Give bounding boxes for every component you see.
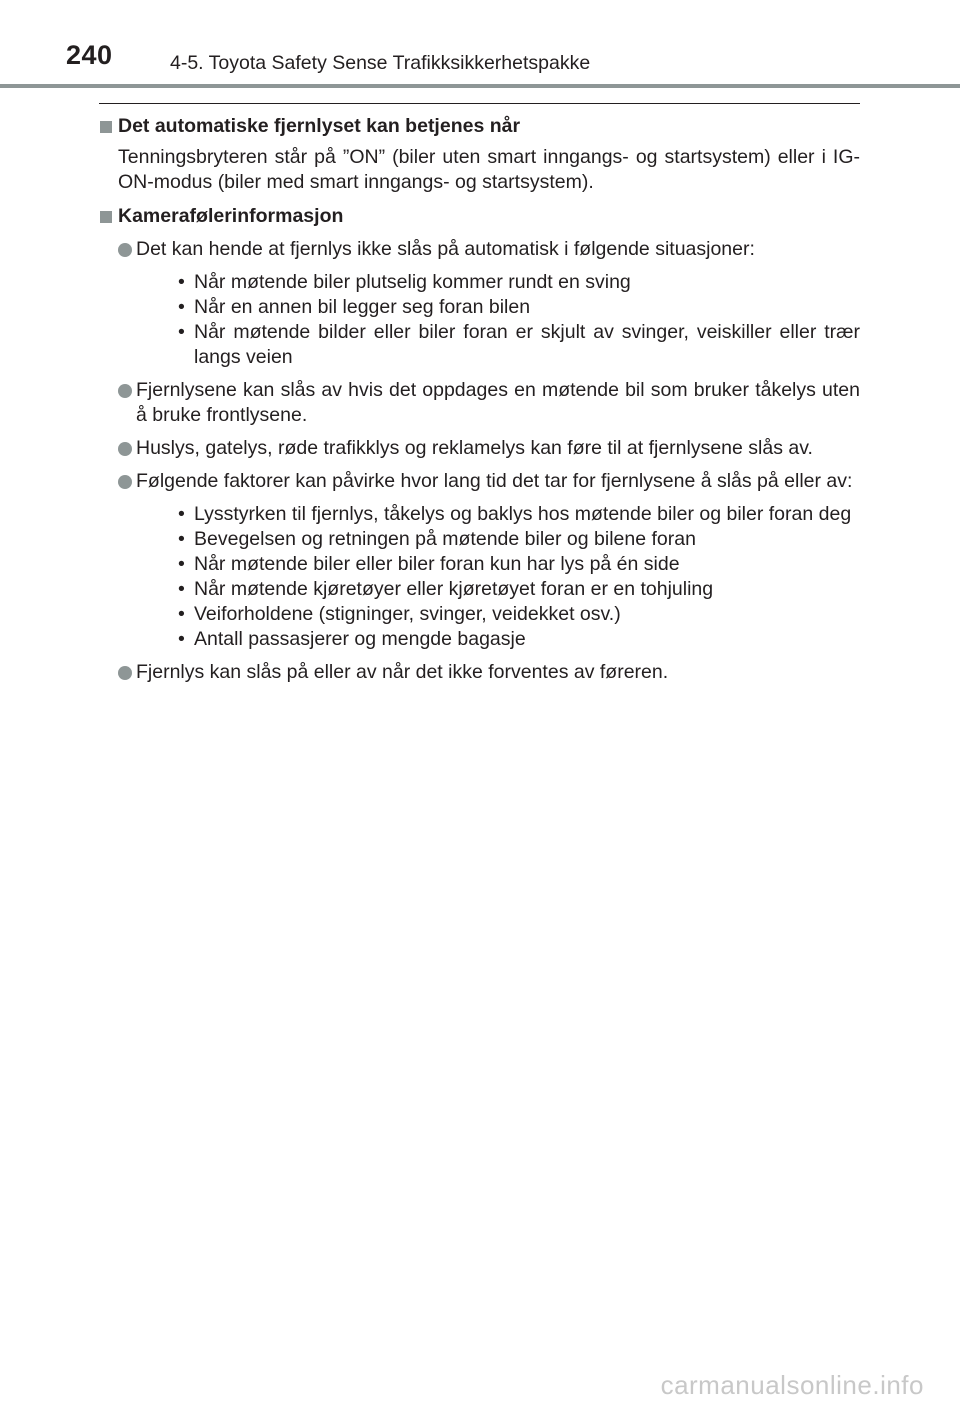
sub-list-item-text: Når møtende bilder eller biler foran er skjult av svinger, veiskiller eller trær langs veien — [194, 321, 860, 368]
sub-list-item-text: Veiforholdene (stigninger, svinger, veidekket osv.) — [194, 603, 621, 625]
bullet-icon: • — [178, 321, 185, 343]
sub-list-item-text: Lysstyrken til fjernlys, tåkelys og baklys hos møtende biler og biler foran deg — [194, 503, 852, 525]
section-paragraph: Tenningsbryteren står på ”ON” (biler uten smart inngangs- og startsystem) eller i IG-ON-modus (biler med smart inngangs- og startsystem). — [118, 146, 860, 193]
sub-list-item-text: Bevegelsen og retningen på møtende biler og bilene foran — [194, 528, 696, 550]
list-item-text: Fjernlysene kan slås av hvis det oppdages en møtende bil som bruker tåkelys uten å bruke frontlysene. — [136, 379, 860, 426]
square-bullet-icon — [100, 211, 112, 223]
bullet-icon: • — [178, 603, 185, 625]
sub-list-item — [136, 552, 860, 577]
bullet-icon: • — [178, 271, 185, 293]
sub-list-item — [136, 270, 860, 295]
list-item — [99, 378, 860, 428]
header-divider — [0, 84, 960, 88]
list-item — [99, 436, 860, 461]
main-content — [99, 114, 860, 685]
circle-bullet-icon — [118, 384, 132, 398]
list-item-text: Huslys, gatelys, røde trafikklys og reklamelys kan føre til at fjernlysene slås av. — [136, 437, 813, 459]
chapter-title: 4-5. Toyota Safety Sense Trafikksikkerhetspakke — [170, 52, 591, 74]
section-heading-text: Kamerafølerinformasjon — [118, 205, 344, 227]
section-divider — [99, 103, 860, 104]
list-item-text: Følgende faktorer kan påvirke hvor lang tid det tar for fjernlysene å slås på eller av: — [136, 470, 853, 492]
bullet-icon: • — [178, 628, 185, 650]
list-item — [99, 660, 860, 685]
sub-list-item — [136, 577, 860, 602]
sub-list — [136, 270, 860, 370]
bullet-icon: • — [178, 503, 185, 525]
sub-list-item-text: Når møtende biler plutselig kommer rundt en sving — [194, 271, 631, 293]
sub-list-item — [136, 295, 860, 320]
sub-list-item — [136, 602, 860, 627]
bullet-icon: • — [178, 528, 185, 550]
sub-list-item — [136, 502, 860, 527]
circle-bullet-icon — [118, 666, 132, 680]
sub-list — [136, 502, 860, 652]
sub-list-item-text: Antall passasjerer og mengde bagasje — [194, 628, 526, 650]
watermark: carmanualsonline.info — [660, 1370, 924, 1400]
sub-list-item-text: Når møtende biler eller biler foran kun har lys på én side — [194, 553, 680, 575]
bullet-icon: • — [178, 553, 185, 575]
square-bullet-icon — [100, 121, 112, 133]
circle-bullet-icon — [118, 475, 132, 489]
section-heading — [99, 114, 860, 139]
sub-list-item — [136, 320, 860, 370]
page-number: 240 — [66, 40, 113, 70]
list-item-text: Fjernlys kan slås på eller av når det ikke forventes av føreren. — [136, 661, 669, 683]
list-item — [99, 237, 860, 370]
circle-bullet-icon — [118, 442, 132, 456]
sub-list-item-text: Når en annen bil legger seg foran bilen — [194, 296, 531, 318]
list-item — [99, 469, 860, 652]
page-header — [0, 0, 960, 92]
section-heading-text: Det automatiske fjernlyset kan betjenes når — [118, 115, 521, 137]
list-item-text: Det kan hende at fjernlys ikke slås på automatisk i følgende situasjoner: — [136, 238, 755, 260]
sub-list-item — [136, 627, 860, 652]
sub-list-item-text: Når møtende kjøretøyer eller kjøretøyet foran er en tohjuling — [194, 578, 714, 600]
circle-bullet-icon — [118, 243, 132, 257]
section-heading — [99, 204, 860, 229]
bullet-icon: • — [178, 578, 185, 600]
bullet-icon: • — [178, 296, 185, 318]
sub-list-item — [136, 527, 860, 552]
